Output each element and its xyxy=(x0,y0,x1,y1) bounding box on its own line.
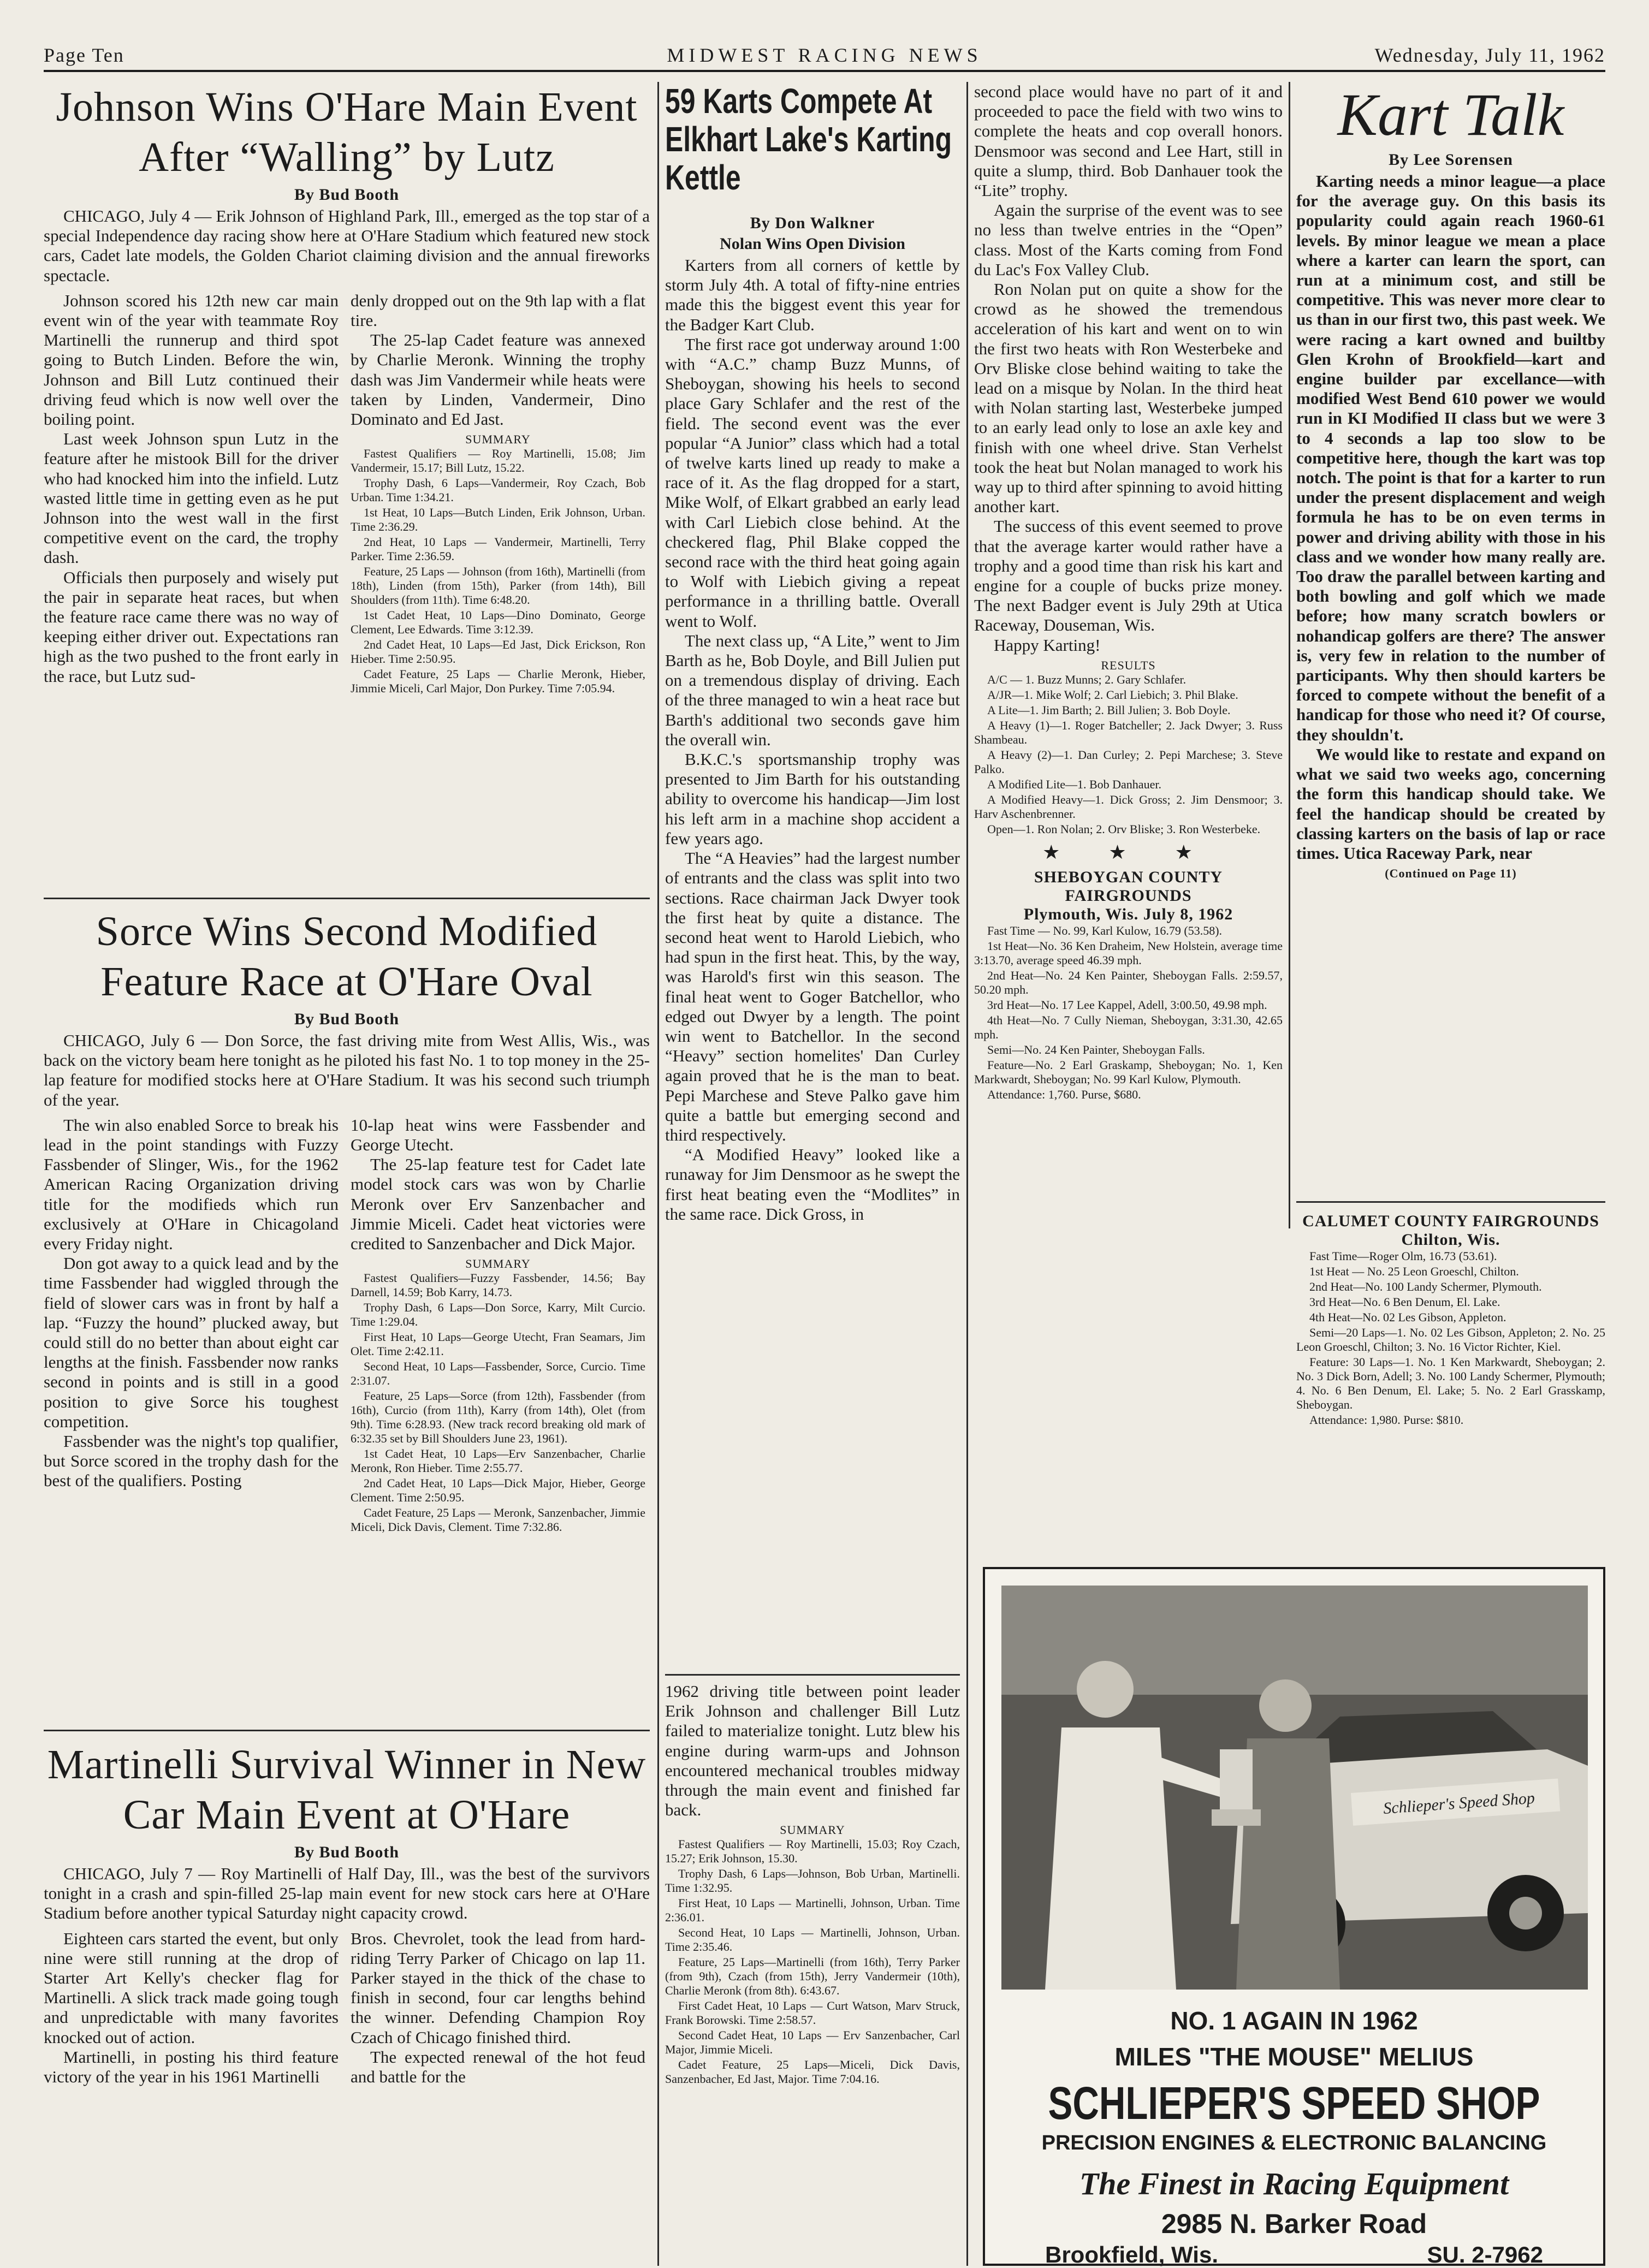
result-line: 4th Heat—No. 7 Cully Nieman, Sheboygan, 3:31.30, 42.65 mph. xyxy=(974,1013,1283,1041)
result-line: 4th Heat—No. 02 Les Gibson, Appleton. xyxy=(1309,1310,1506,1324)
result-line: A Lite—1. Jim Barth; 2. Bill Julien; 3. Bob Doyle. xyxy=(987,703,1231,717)
martinelli-article xyxy=(44,1739,650,2264)
result-line: A Heavy (2)—1. Dan Curley; 2. Pepi Marchese; 3. Steve Palko. xyxy=(974,747,1283,776)
summary-line: Trophy Dash, 6 Laps—Don Sorce, Karry, Milt Curcio. Time 1:29.04. xyxy=(351,1301,645,1329)
sorce-col2 xyxy=(351,1115,645,1535)
karts-paragraph: The next class up, “A Lite,” went to Jim Barth as he, Bob Doyle, and Bill Julien put on a tremendous display of driving. Each of the three managed to win a heat race but Barth's additional two seconds gave him the overall win. xyxy=(665,631,960,749)
summary-line: 1st Heat, 10 Laps—Butch Linden, Erik Johnson, Urban. Time 2:36.29. xyxy=(351,506,645,534)
ad-driver: MILES "THE MOUSE" MELIUS xyxy=(1114,2043,1474,2071)
martinelli-paragraph: 1962 driving title between point leader Erik Johnson and challenger Bill Lutz failed to materialize tonight. Lutz blew his engine during warm-ups and Johnson encountered mechanical troubles midway through the main event and finished far back. xyxy=(665,1682,960,1820)
martinelli-paragraph: The expected renewal of the hot feud and battle for the xyxy=(351,2047,645,2087)
ad-city: Brookfield, Wis. xyxy=(1045,2242,1218,2267)
speed-shop-ad xyxy=(983,1567,1605,2266)
column-divider xyxy=(657,82,659,2266)
sorce-headline: Sorce Wins Second Modified Feature Race at O'Hare Oval xyxy=(96,909,598,1005)
sheboygan-title: SHEBOYGAN COUNTY FAIRGROUNDS xyxy=(1034,868,1223,905)
result-line: 3rd Heat—No. 6 Ben Denum, El. Lake. xyxy=(1309,1295,1500,1309)
sorce-lead: CHICAGO, July 6 — Don Sorce, the fast driving mite from West Allis, Wis., was back on the victory beam here tonight as he piloted his fast No. 1 to top money in the 25-lap feature for modified stocks here at O'Hare Stadium. It was his second such triumph of the year. xyxy=(44,1031,650,1109)
summary-line: Cadet Feature, 25 Laps—Miceli, Dick Davis, Sanzenbacher, Ed Jast, Major. Time 7:04.16. xyxy=(665,2058,960,2086)
martinelli-col2 xyxy=(351,1929,645,2087)
result-line: Attendance: 1,980. Purse: $810. xyxy=(1309,1413,1464,1427)
summary-line: Feature, 25 Laps — Johnson (from 16th), Martinelli (from 18th), Linden (from 15th), Parker (from 14th), Bill Shoulders (from 11th). Time 6:48.20. xyxy=(351,565,645,607)
johnson-paragraph: The 25-lap Cadet feature was annexed by Charlie Meronk. Winning the trophy dash was Jim Vandermeir while heats were taken by Linden, Vandermeir, Dino Dominato and Ed Jast. xyxy=(351,330,645,429)
summary-line: Fastest Qualifiers — Roy Martinelli, 15.03; Roy Czach, 15.27; Erik Johnson, 15.30. xyxy=(665,1837,960,1866)
sorce-paragraph: The win also enabled Sorce to break his lead in the point standings with Fuzzy Fassbender of Slinger, Wis., for the 1962 American Racing Organization driving title for the modifieds which run exclusively at O'Hare in Chicagoland every Friday night. xyxy=(44,1115,339,1254)
car-lettering: Schlieper's Speed Shop xyxy=(1383,1789,1535,1818)
summary-line: Feature, 25 Laps—Sorce (from 12th), Fassbender (from 16th), Curcio (from 11th), Karry (from 14th), Olet (from 9th). Time 6:28.93. (New track record breaking old mark of 6:32.35 set by Bill Shoulders June 23, 1961). xyxy=(351,1389,645,1446)
summary-line: Cadet Feature, 25 Laps — Meronk, Sanzenbacher, Jimmie Miceli, Dick Davis, Clement. Time 7:32.86. xyxy=(351,1506,645,1534)
masthead xyxy=(44,38,1605,71)
karts-continued xyxy=(974,82,1283,1556)
summary-line: Second Heat, 10 Laps — Martinelli, Johnson, Urban. Time 2:35.46. xyxy=(665,1926,960,1954)
summary-line: 2nd Heat, 10 Laps — Vandermeir, Martinelli, Terry Parker. Time 2:36.59. xyxy=(351,535,645,563)
sorce-col1 xyxy=(44,1115,339,1535)
result-line: 2nd Heat—No. 100 Landy Schermer, Plymouth. xyxy=(1309,1280,1542,1293)
summary-line: Feature, 25 Laps—Martinelli (from 16th), Terry Parker (from 9th), Czach (from 15th), Jerry Vandermeir (10th), Charlie Meronk (from 8th). 6:43.67. xyxy=(665,1955,960,1998)
ad-services: PRECISION ENGINES & ELECTRONIC BALANCING xyxy=(1041,2132,1547,2154)
karts-results-title: RESULTS xyxy=(1101,658,1156,672)
johnson-paragraph: Officials then purposely and wisely put the pair in separate heat races, but when the feature race came there was no way of keeping either driver out. Expectations ran high as the two pushed to the front early in the race, but Lutz sud- xyxy=(44,567,339,686)
martinelli-byline: By Bud Booth xyxy=(294,1843,400,1861)
result-line: A Modified Heavy—1. Dick Gross; 2. Jim Densmoor; 3. Harv Aschenbrenner. xyxy=(974,792,1283,821)
paper-name: MIDWEST RACING NEWS xyxy=(667,44,982,66)
summary-line: Fastest Qualifiers—Fuzzy Fassbender, 14.56; Bay Darnell, 14.59; Bob Karry, 14.73. xyxy=(351,1271,645,1299)
photo-illustration xyxy=(1001,1586,1588,1990)
martinelli-headline: Martinelli Survival Winner in New Car Main Event at O'Hare xyxy=(47,1742,646,1838)
summary-line: First Cadet Heat, 10 Laps — Curt Watson, Marv Struck, Frank Borowski. Time 2:58.57. xyxy=(665,1999,960,2027)
kart-talk-column xyxy=(1296,82,1605,1218)
kart-talk-title: Kart Talk xyxy=(1337,82,1564,148)
karts-paragraph: Karters from all corners of kettle by storm July 4th. A total of fifty-nine entries made this the biggest event this year for the Badger Kart Club. xyxy=(665,256,960,334)
summary-line: Cadet Feature, 25 Laps — Charlie Meronk, Hieber, Jimmie Miceli, Carl Major, Don Purkey. Time 7:05.94. xyxy=(351,667,645,696)
karts-article xyxy=(665,82,960,1665)
karts-paragraph: Ron Nolan put on quite a show for the crowd as he showed the tremendous acceleration of his kart and went on to win the first two heats with Ron Westerbeke and Orv Bliske close behind waiting to take the lead on a misque by Nolan. In the third heat with Nolan starting last, Westerbeke jumped to an early lead only to lose an axle key and finish with one wheel drive. Stan Verhelst took the heat but Nolan managed to work his way up to third after spinning to avoid hitting another kart. xyxy=(974,280,1283,516)
section-rule xyxy=(44,1730,650,1731)
continued-note: (Continued on Page 11) xyxy=(1385,866,1517,881)
karts-paragraph: second place would have no part of it and proceeded to pace the field with two wins to complete the heats and cop overall honors. Densmoor was second and Lee Hart, still in quite a slump, third. Bob Danhauer took the “Lite” trophy. xyxy=(974,82,1283,200)
karts-byline: By Don Walkner xyxy=(750,214,875,232)
calumet-results xyxy=(1296,1212,1605,1562)
masthead-rule xyxy=(44,70,1605,72)
johnson-paragraph: Last week Johnson spun Lutz in the feature after he mistook Bill for the driver who had knocked him into the infield. Lutz wasted little time in getting even as he put Johnson into the west wall in the first competitive event on the card, the trophy dash. xyxy=(44,429,339,567)
sorce-summary-title: SUMMARY xyxy=(465,1257,531,1271)
ad-shop-name: SCHLIEPER'S SPEED SHOP xyxy=(1048,2077,1540,2129)
kart-talk-byline: By Lee Sorensen xyxy=(1389,151,1513,169)
summary-line: 1st Cadet Heat, 10 Laps—Erv Sanzenbacher, Charlie Meronk, Ron Hieber. Time 2:55.77. xyxy=(351,1447,645,1475)
summary-line: Trophy Dash, 6 Laps—Vandermeir, Roy Czach, Bob Urban. Time 1:34.21. xyxy=(351,476,645,504)
trophy-photo xyxy=(1001,1586,1588,1990)
ad-address: 2985 N. Barker Road xyxy=(1161,2208,1427,2239)
johnson-summary-title: SUMMARY xyxy=(465,432,531,447)
result-line: 3rd Heat—No. 17 Lee Kappel, Adell, 3:00.50, 49.98 mph. xyxy=(987,998,1267,1012)
column-divider xyxy=(1289,82,1290,1228)
result-line: Fast Time—Roger Olm, 16.73 (53.61). xyxy=(1309,1249,1497,1263)
result-line: A Modified Lite—1. Bob Danhauer. xyxy=(987,777,1161,791)
star-separator: ★ ★ ★ xyxy=(1042,841,1214,863)
result-line: A/C — 1. Buzz Munns; 2. Gary Schlafer. xyxy=(987,672,1187,686)
result-line: Attendance: 1,760. Purse, $680. xyxy=(987,1087,1141,1101)
martinelli-col1 xyxy=(44,1929,339,2087)
section-rule xyxy=(1296,1201,1605,1203)
result-line: 2nd Heat—No. 24 Ken Painter, Sheboygan Falls. 2:59.57, 50.20 mph. xyxy=(974,968,1283,996)
summary-line: Fastest Qualifiers — Roy Martinelli, 15.08; Jim Vandermeir, 15.17; Bill Lutz, 15.22. xyxy=(351,447,645,475)
page-number: Page Ten xyxy=(44,44,124,66)
johnson-paragraph: Johnson scored his 12th new car main event win of the year with teammate Roy Martinelli the runnerup and third spot going to Butch Linden. Before the win, Johnson and Bill Lutz continued their driving feud which is now well over the boiling point. xyxy=(44,290,339,429)
summary-line: First Heat, 10 Laps — Martinelli, Johnson, Urban. Time 2:36.01. xyxy=(665,1896,960,1925)
johnson-byline: By Bud Booth xyxy=(294,186,400,204)
martinelli-lead: CHICAGO, July 7 — Roy Martinelli of Half Day, Ill., was the best of the survivors tonight in a crash and spin-filled 25-lap main event for new stock cars here at O'Hare Stadium before another typical Saturday night capacity crowd. xyxy=(44,1864,650,1923)
summary-line: 2nd Cadet Heat, 10 Laps—Ed Jast, Dick Erickson, Ron Hieber. Time 2:50.95. xyxy=(351,638,645,666)
sorce-paragraph: The 25-lap feature test for Cadet late model stock cars was won by Charlie Meronk over Erv Sanzenbacher and Jimmie Miceli. Cadet heat victories were credited to Sanzenbacher and Dick Major. xyxy=(351,1155,645,1254)
sheboygan-dateline: Plymouth, Wis. July 8, 1962 xyxy=(1023,905,1233,923)
summary-line: Trophy Dash, 6 Laps—Johnson, Bob Urban, Martinelli. Time 1:32.95. xyxy=(665,1867,960,1895)
result-line: 1st Heat — No. 25 Leon Groeschl, Chilton. xyxy=(1309,1264,1519,1278)
sorce-paragraph: Don got away to a quick lead and by the time Fassbender had wiggled through the field of slower cars was in front by half a lap. “Fuzzy the hound” plucked away, but could still do no better than about eight car lengths at the finish. Fassbender now ranks second in points and is still in a good position to give Sorce his toughest competition. xyxy=(44,1254,339,1431)
summary-line: 2nd Cadet Heat, 10 Laps—Dick Major, Hieber, George Clement. Time 2:50.95. xyxy=(351,1476,645,1505)
martinelli-summary-title: SUMMARY xyxy=(780,1823,845,1837)
issue-date: Wednesday, July 11, 1962 xyxy=(1374,44,1605,66)
martinelli-paragraph: Bros. Chevrolet, took the lead from hard-riding Terry Parker of Chicago on lap 11. Parker stayed in the thick of the chase to finish in second, four car lengths behind the winner. Defending Champion Roy Czach of Chicago finished third. xyxy=(351,1928,645,2047)
johnson-paragraph: denly dropped out on the 9th lap with a flat tire. xyxy=(351,290,645,330)
karts-paragraph: Happy Karting! xyxy=(994,635,1101,655)
martinelli-continued xyxy=(665,1682,960,2266)
ad-phone: SU. 2-7962 xyxy=(1427,2242,1543,2267)
johnson-col1 xyxy=(44,291,339,697)
result-line: Open—1. Ron Nolan; 2. Orv Bliske; 3. Ron Westerbeke. xyxy=(987,822,1261,836)
kart-talk-paragraph: Karting needs a minor league—a place for the average guy. On this basis its popularity could again reach 1960-61 levels. By minor league we mean a place where a karter can learn the sport, can run at a minimum cost, and still be competitive. This was never more clear to us than in our first two, this past week. We were racing a kart owned and builtby Glen Krohn of Brookfield—kart and engine builder par excellance—with modified West Bend 610 power we would run in KI Modified II class but we were 3 to 4 seconds a lap too slow to be competitive here, though the kart was top notch. The point is that for a karter to run under the present displacement and weigh formula he has to be on even terms in power and driving ability with those in his class and we wonder how many really are. Too draw the parallel between karting and both bowling and golf which we made before; how many scratch bowlers or nohandicap golfers are there? The answer is, very few in relation to the number of participants. Why then should karters be forced to compete without the benefit of a handicap for those who need it? Of course, they shouldn't. xyxy=(1296,171,1605,744)
sorce-byline: By Bud Booth xyxy=(294,1010,400,1028)
karts-paragraph: The “A Heavies” had the largest number of entrants and the class was split into two sections. Race chairman Jack Dwyer took the first heat by quite a distance. The second heat went to Harold Liebich, who had spun in the first heat. This, by the way, was Harold's first win this season. The final heat went to Goger Batchellor, who edged out Dwyer by a length. The point win went to Batchellor. In the second “Heavy” section homelites' Dan Curley again proved that he is the man to beat. Pepi Marchese and Steve Palko gave him quite a battle but emerging second and third respectively. xyxy=(665,848,960,1144)
karts-paragraph: The first race got underway around 1:00 with “A.C.” champ Buzz Munns, of Sheboygan, showing his heels to second place Gary Schlafer and the rest of the field. The second event was the ever popular “A Junior” class which had a total of twelve karts lined up ready to make a race of it. As the flag dropped for a start, Mike Wolf, of Elkart grabbed an early lead with Carl Liebich close behind. At the checkered flag, Phil Blake copped the second race with the third heat going again to Wolf with Liebich giving a repeat performance in a thrilling battle. Overall went to Wolf. xyxy=(665,334,960,631)
column-divider xyxy=(966,82,968,2266)
calumet-title: CALUMET COUNTY FAIRGROUNDS xyxy=(1302,1212,1599,1230)
summary-line: First Heat, 10 Laps—George Utecht, Fran Seamars, Jim Olet. Time 2:42.11. xyxy=(351,1330,645,1358)
sorce-article xyxy=(44,906,650,1731)
result-line: A/JR—1. Mike Wolf; 2. Carl Liebich; 3. Phil Blake. xyxy=(987,687,1238,702)
karts-results xyxy=(974,673,1283,836)
summary-line: Second Heat, 10 Laps—Fassbender, Sorce, Curcio. Time 2:31.07. xyxy=(351,1359,645,1388)
result-line: Semi—No. 24 Ken Painter, Sheboygan Falls. xyxy=(987,1042,1205,1056)
karts-paragraph: Again the surprise of the event was to see no less than twelve entries in the “Open” class. Most of the Karts coming from Fond du Lac's Fox Valley Club. xyxy=(974,200,1283,279)
result-line: A Heavy (1)—1. Roger Batcheller; 2. Jack Dwyer; 3. Russ Shambeau. xyxy=(974,718,1283,746)
sorce-paragraph: Fassbender was the night's top qualifier, but Sorce scored in the trophy dash for the best of the qualifiers. Posting xyxy=(44,1432,339,1491)
karts-paragraph: B.K.C.'s sportsmanship trophy was presented to Jim Barth for his outstanding ability to overcome his handicap—Jim lost his left arm in a machine shop accident a few years ago. xyxy=(665,750,960,848)
martinelli-paragraph: Eighteen cars started the event, but only nine were still running at the drop of Starter Art Kelly's checker flag for Martinelli. A slick track made going tough and unpredictable with many favorites knocked out of action. xyxy=(44,1928,339,2047)
result-line: Fast Time — No. 99, Karl Kulow, 16.79 (53.58). xyxy=(987,923,1223,937)
summary-line: 1st Cadet Heat, 10 Laps—Dino Dominato, George Clement, Lee Edwards. Time 3:12.39. xyxy=(351,608,645,637)
karts-headline: 59 Karts Compete At Elkhart Lake's Karting Kettle xyxy=(665,82,952,197)
karts-paragraph: The success of this event seemed to prove that the average karter would rather have a trophy and a good time than risk his kart and engine for a couple of bucks prize money. The next Badger event is July 29th at Utica Raceway, Douseman, Wis. xyxy=(974,516,1283,635)
karts-subhead: Nolan Wins Open Division xyxy=(720,235,905,253)
result-line: Semi—20 Laps—1. No. 02 Les Gibson, Appleton; 2. No. 25 Leon Groeschl, Chilton; 3. No. 16 Victor Richter, Kiel. xyxy=(1296,1326,1605,1353)
section-rule xyxy=(665,1674,960,1676)
johnson-headline: Johnson Wins O'Hare Main Event After “Walling” by Lutz xyxy=(56,84,638,180)
result-line: Feature: 30 Laps—1. No. 1 Ken Markwardt, Sheboygan; 2. No. 3 Dick Born, Adell; 3. No. 100 Landy Schermer, Plymouth; 4. No. 6 Ben Denum, El. Lake; 5. No. 2 Earl Grasskamp, Sheboygan. xyxy=(1296,1355,1605,1411)
result-line: 1st Heat—No. 36 Ken Draheim, New Holstein, average time 3:13.70, average speed 46.39 mph. xyxy=(974,939,1283,967)
johnson-col2 xyxy=(351,291,645,697)
ad-tagline: The Finest in Racing Equipment xyxy=(1079,2166,1509,2201)
calumet-dateline: Chilton, Wis. xyxy=(1401,1231,1500,1249)
summary-line: Second Cadet Heat, 10 Laps — Erv Sanzenbacher, Carl Major, Jimmie Miceli. xyxy=(665,2028,960,2057)
sorce-paragraph: 10-lap heat wins were Fassbender and George Utecht. xyxy=(351,1115,645,1155)
ad-headline: NO. 1 AGAIN IN 1962 xyxy=(1170,2006,1418,2035)
karts-paragraph: “A Modified Heavy” looked like a runaway for Jim Densmoor as he swept the first heat beating even the “Modlites” in the same race. Dick Gross, in xyxy=(665,1145,960,1224)
section-rule xyxy=(44,898,650,899)
johnson-article xyxy=(44,82,650,901)
result-line: Feature—No. 2 Earl Graskamp, Sheboygan; No. 1, Ken Markwardt, Sheboygan; No. 99 Karl Kulow, Plymouth. xyxy=(974,1058,1283,1086)
johnson-lead: CHICAGO, July 4 — Erik Johnson of Highland Park, Ill., emerged as the top star of a special Independence day racing show here at O'Hare Stadium which featured new stock cars, Cadet late models, the Golden Chariot claiming division and the annual fireworks spectacle. xyxy=(44,206,650,285)
martinelli-paragraph: Martinelli, in posting his third feature victory of the year in his 1961 Martinelli xyxy=(44,2047,339,2087)
kart-talk-paragraph: We would like to restate and expand on what we said two weeks ago, concerning the form this handicap should take. We feel the handicap should be created by classing karters on the basis of lap or race times. Utica Raceway Park, near xyxy=(1296,744,1605,863)
